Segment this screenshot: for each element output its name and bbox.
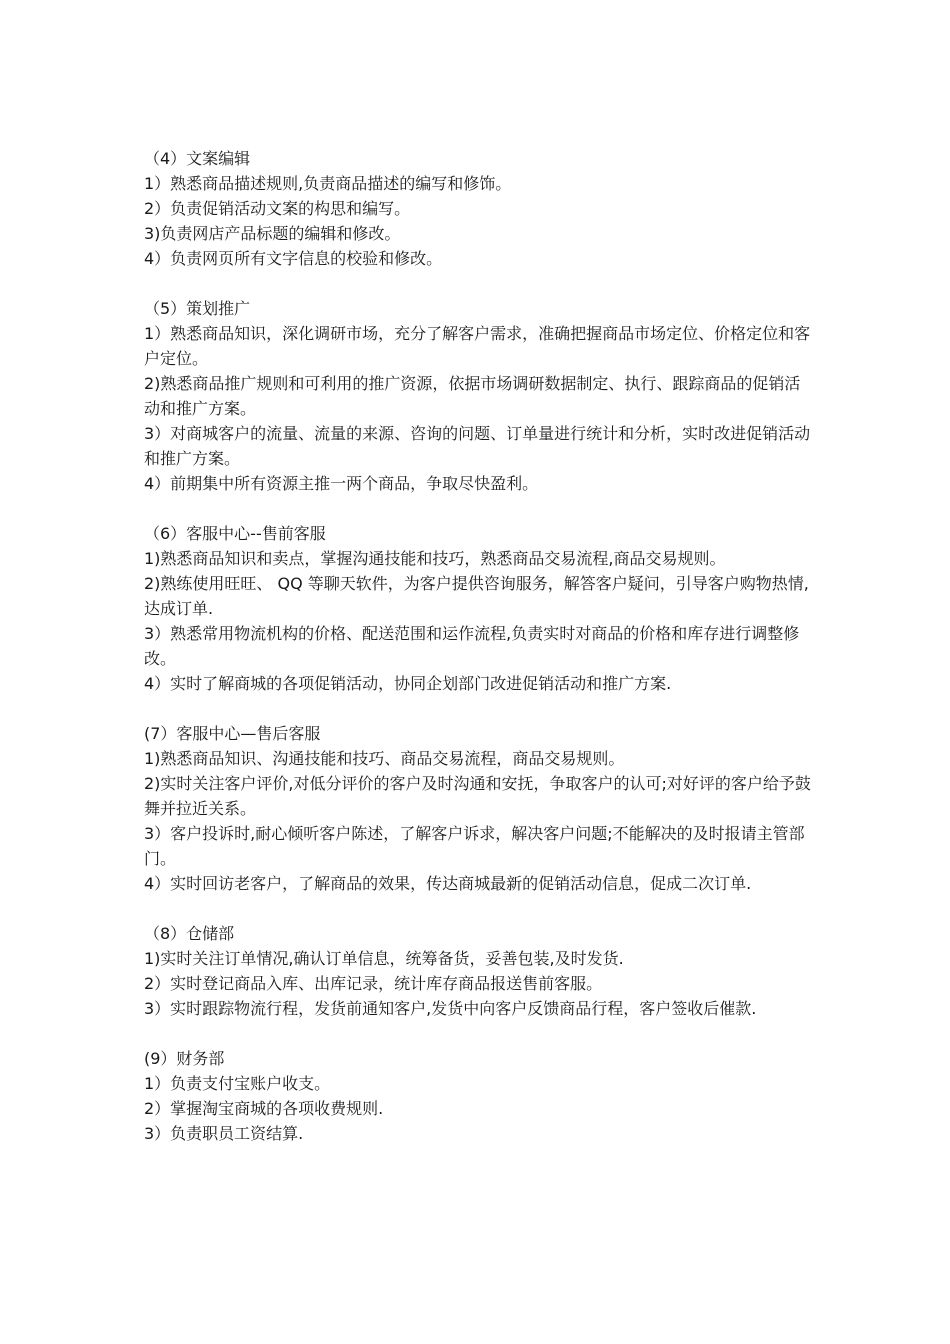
list-item: 3）熟悉常用物流机构的价格、配送范围和运作流程,负责实时对商品的价格和库存进行调整修改。 bbox=[144, 624, 800, 668]
list-item: 4）实时了解商城的各项促销活动，协同企划部门改进促销活动和推广方案. bbox=[144, 674, 672, 693]
section-warehouse bbox=[144, 921, 812, 1021]
list-item: 4）前期集中所有资源主推一两个商品，争取尽快盈利。 bbox=[144, 474, 539, 493]
list-item: 2)熟练使用旺旺、 QQ 等聊天软件，为客户提供咨询服务，解答客户疑问，引导客户购物热情,达成订单. bbox=[144, 574, 809, 618]
list-item: 1）熟悉商品描述规则,负责商品描述的编写和修饰。 bbox=[144, 174, 512, 193]
list-item: 2）负责促销活动文案的构思和编写。 bbox=[144, 199, 411, 218]
list-item: 4）实时回访老客户，了解商品的效果，传达商城最新的促销活动信息，促成二次订单. bbox=[144, 874, 752, 893]
section-finance bbox=[144, 1046, 812, 1146]
section-heading: （4）文案编辑 bbox=[144, 149, 251, 168]
list-item: 1)熟悉商品知识和卖点，掌握沟通技能和技巧，熟悉商品交易流程,商品交易规则。 bbox=[144, 549, 726, 568]
list-item: 1)实时关注订单情况,确认订单信息，统筹备货，妥善包装,及时发货. bbox=[144, 949, 624, 968]
list-item: 2)实时关注客户评价,对低分评价的客户及时沟通和安抚，争取客户的认可;对好评的客户给予鼓舞并拉近关系。 bbox=[144, 774, 811, 818]
list-item: 3）对商城客户的流量、流量的来源、咨询的问题、订单量进行统计和分析，实时改进促销活动和推广方案。 bbox=[144, 424, 811, 468]
document-body bbox=[144, 146, 812, 1171]
section-presales-service bbox=[144, 521, 812, 696]
section-heading: (7）客服中心—售后客服 bbox=[144, 724, 321, 743]
list-item: 1）负责支付宝账户收支。 bbox=[144, 1074, 331, 1093]
section-heading: （6）客服中心--售前客服 bbox=[144, 524, 326, 543]
list-item: 3）客户投诉时,耐心倾听客户陈述，了解客户诉求，解决客户问题;不能解决的及时报请主管部门。 bbox=[144, 824, 805, 868]
list-item: 3）实时跟踪物流行程，发货前通知客户,发货中向客户反馈商品行程，客户签收后催款. bbox=[144, 999, 757, 1018]
list-item: 2)熟悉商品推广规则和可利用的推广资源，依据市场调研数据制定、执行、跟踪商品的促销活动和推广方案。 bbox=[144, 374, 801, 418]
section-promotion bbox=[144, 296, 812, 496]
list-item: 4）负责网页所有文字信息的校验和修改。 bbox=[144, 249, 443, 268]
list-item: 2）实时登记商品入库、出库记录，统计库存商品报送售前客服。 bbox=[144, 974, 603, 993]
section-aftersales-service bbox=[144, 721, 812, 896]
section-heading: （8）仓储部 bbox=[144, 924, 235, 943]
list-item: 3）负责职员工资结算. bbox=[144, 1124, 304, 1143]
list-item: 3)负责网店产品标题的编辑和修改。 bbox=[144, 224, 401, 243]
list-item: 1）熟悉商品知识，深化调研市场，充分了解客户需求，准确把握商品市场定位、价格定位和客户定位。 bbox=[144, 324, 811, 368]
list-item: 2）掌握淘宝商城的各项收费规则. bbox=[144, 1099, 384, 1118]
section-copywriting bbox=[144, 146, 812, 271]
section-heading: (9）财务部 bbox=[144, 1049, 225, 1068]
section-heading: （5）策划推广 bbox=[144, 299, 251, 318]
list-item: 1)熟悉商品知识、沟通技能和技巧、商品交易流程，商品交易规则。 bbox=[144, 749, 625, 768]
